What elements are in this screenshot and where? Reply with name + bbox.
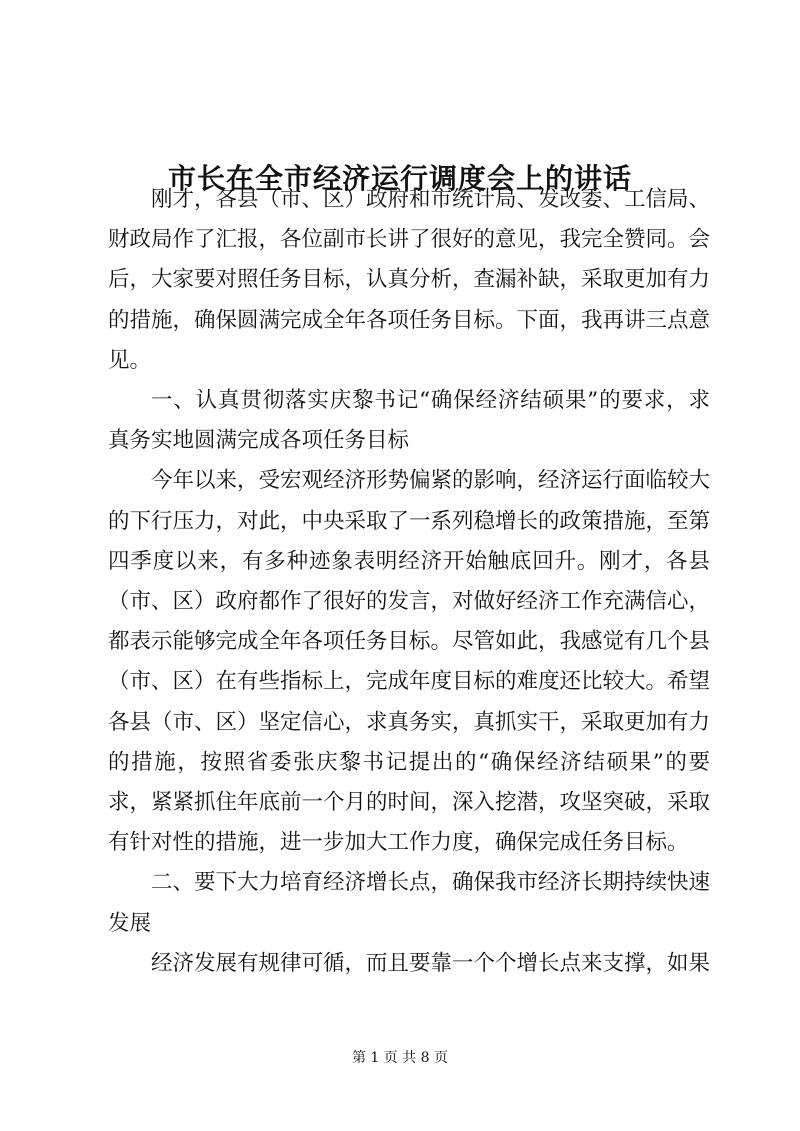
section-heading-2: 二、要下大力培育经济增长点，确保我市经济长期持续快速发展 xyxy=(108,870,711,936)
paragraph-section-2: 经济发展有规律可循，而且要靠一个个增长点来支撑，如果 xyxy=(151,950,711,976)
paragraph-intro: 刚才，各县（市、区）政府和市统计局、发改委、工信局、财政局作了汇报，各位副市长讲了很好的意见，我完全赞同。会后，大家要对照任务目标，认真分析，查漏补缺，采取更加有力的措施，确保圆满完成全年各项任务目标。下面，我再讲三点意见。 xyxy=(108,187,711,373)
document-title: 市长在全市经济运行调度会上的讲话 xyxy=(167,161,632,195)
page-number-footer: 第 1 页 共 8 页 xyxy=(351,1050,449,1066)
paragraph-section-1: 今年以来，受宏观经济形势偏紧的影响，经济运行面临较大的下行压力，对此，中央采取了一系列稳增长的政策措施，至第四季度以来，有多种迹象表明经济开始触底回升。刚才，各县（市、区）政府都作了很好的发言，对做好经济工作充满信心，都表示能够完成全年各项任务目标。尽管如此，我感觉有几个县（市、区）在有些指标上，完成年度目标的难度还比较大。希望各县（市、区）坚定信心，求真务实，真抓实干，采取更加有力的措施，按照省委张庆黎书记提出的“确保经济结硕果”的要求，紧紧抓住年底前一个月的时间，深入挖潜，攻坚突破，采取有针对性的措施，进一步加大工作力度，确保完成任务目标。 xyxy=(108,468,711,856)
section-heading-1: 一、认真贯彻落实庆黎书记“确保经济结硕果”的要求，求真务实地圆满完成各项任务目标 xyxy=(108,388,710,454)
document-body xyxy=(108,180,710,984)
